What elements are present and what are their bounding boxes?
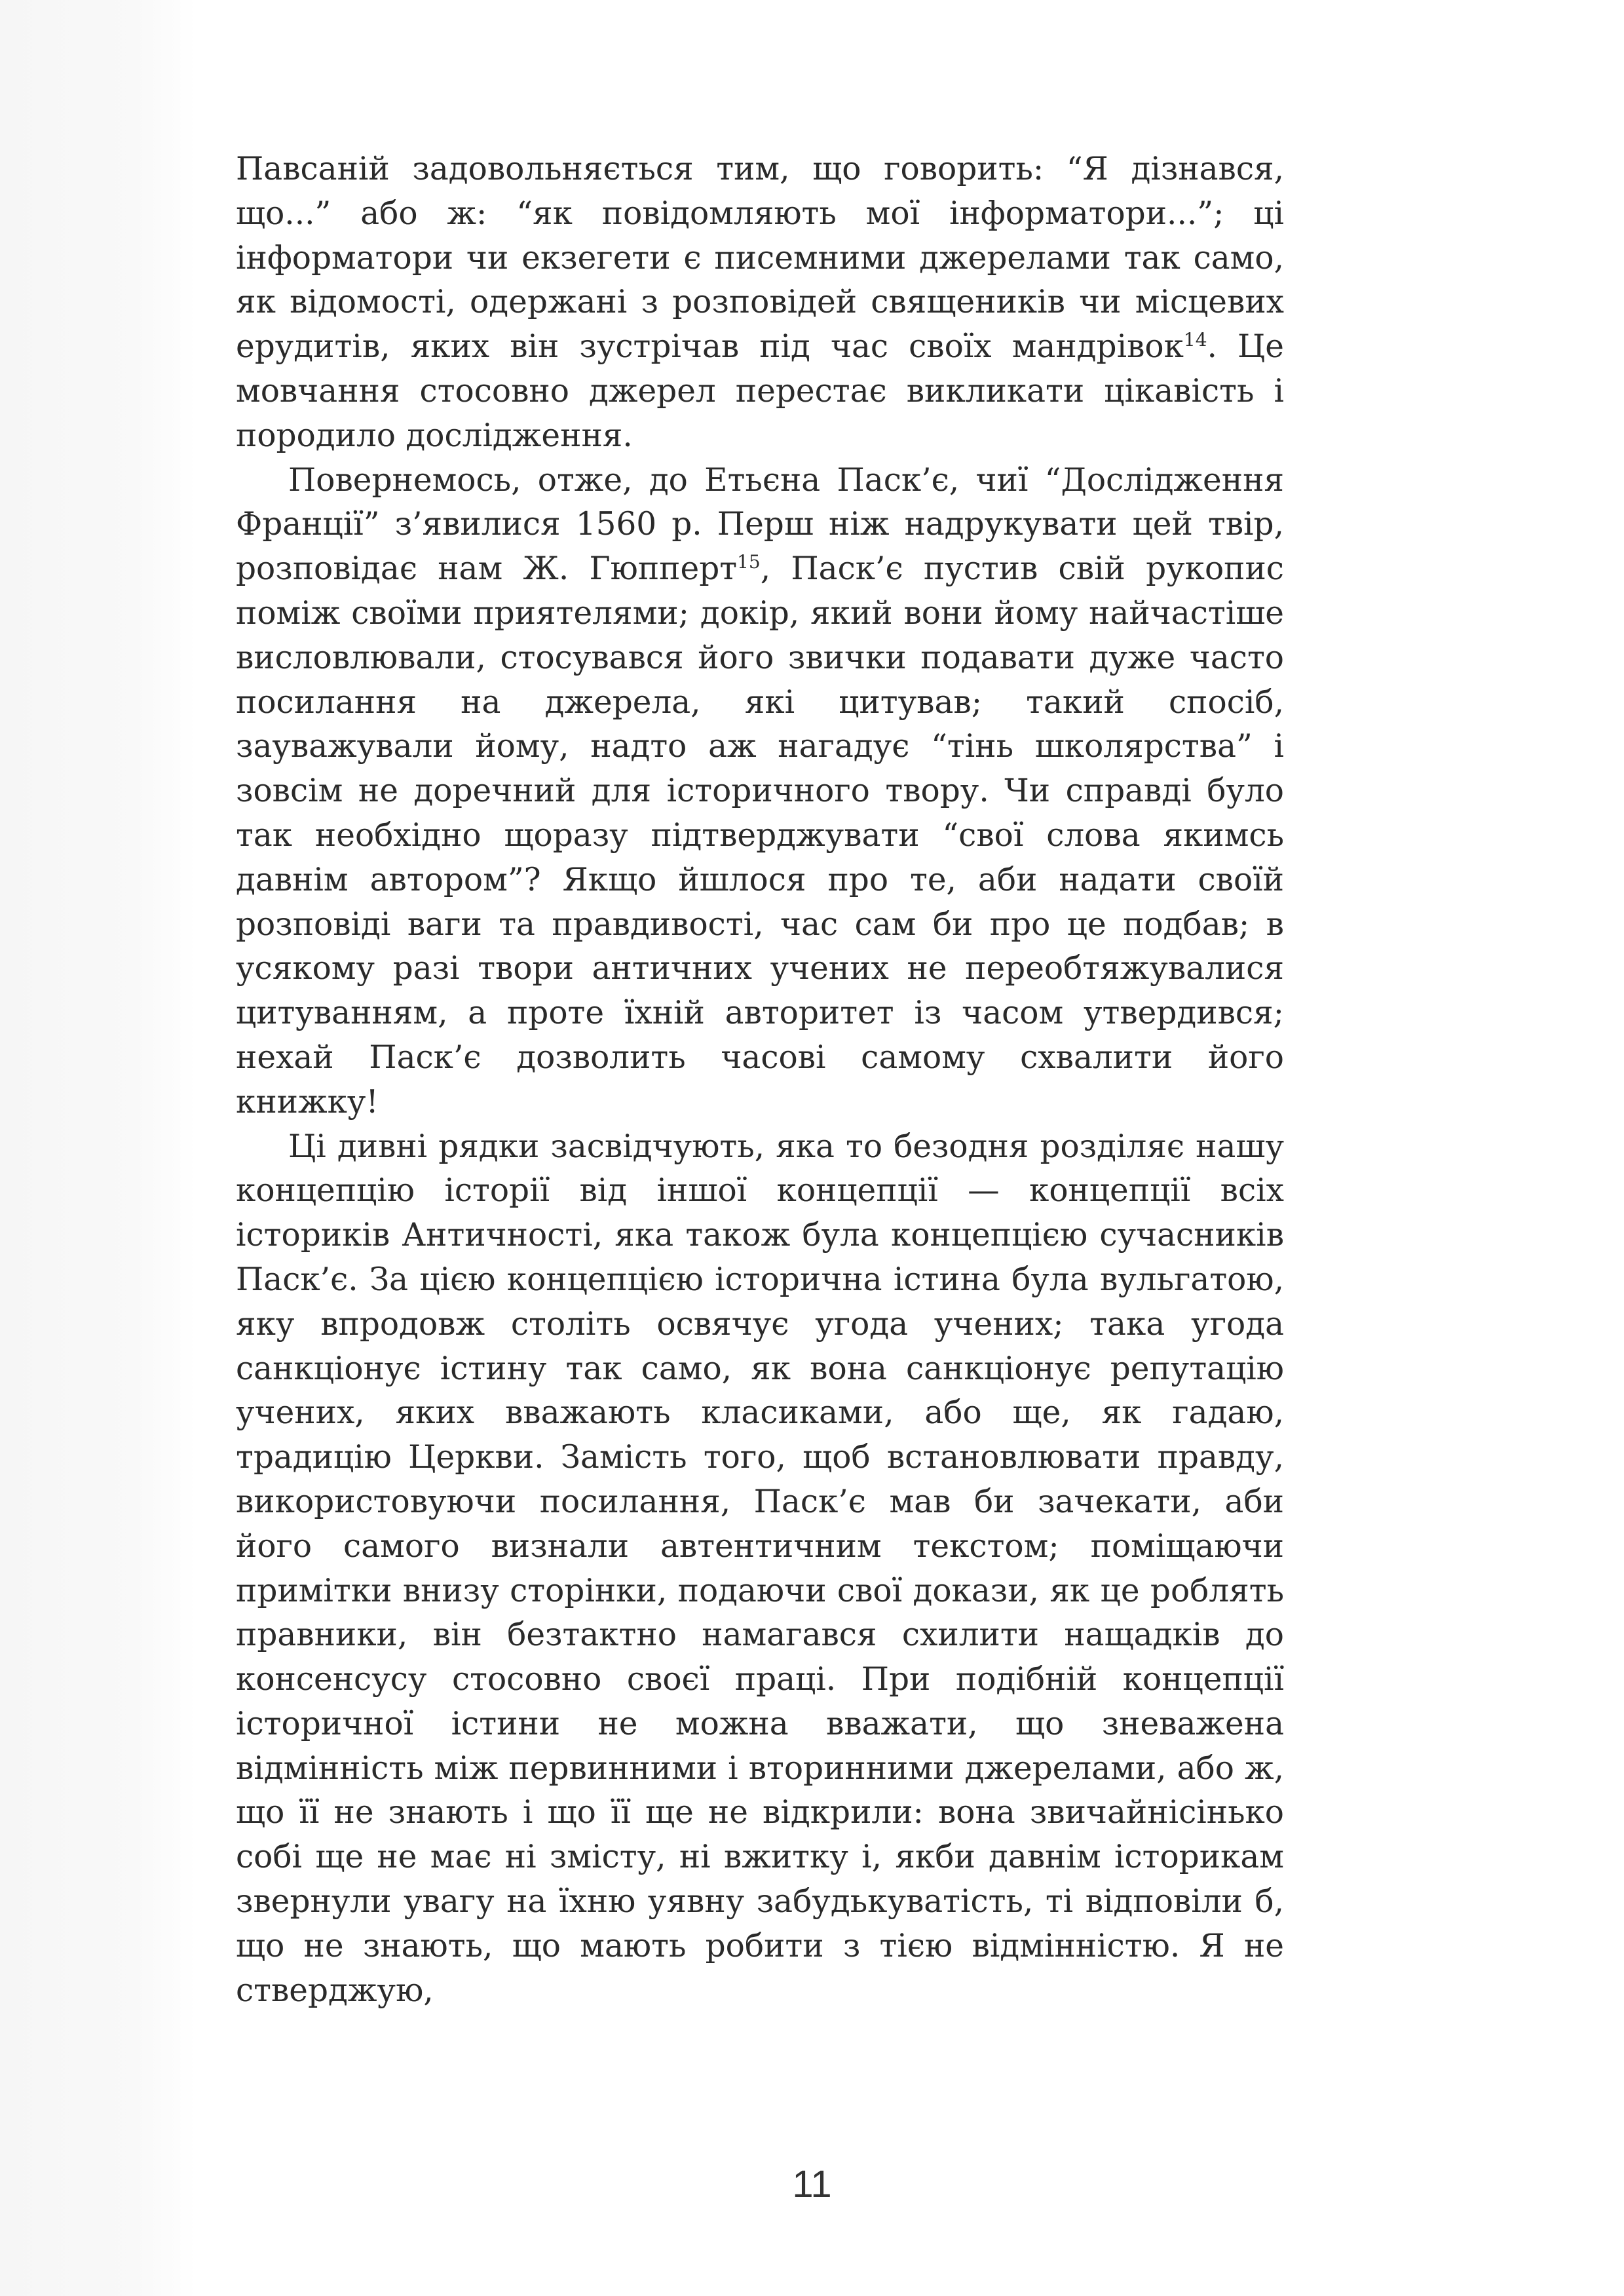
paragraph-1-text-cont: . Це мовчання стосовно джерел перестає викликати цікавість і породило дослідження. — [236, 328, 1284, 454]
footnote-ref-15: 15 — [737, 551, 761, 573]
paragraph-2 — [236, 459, 1284, 1125]
paragraph-3-text: Ці дивні рядки засвідчують, яка то безодня розділяє нашу концепцію історії від іншої концепції — концепції всіх істориків Античності, яка також була концепцією сучасників Паск’є. За цією концепцією історична істина була вульгатою, яку впродовж століть освячує угода учених; така угода санкціонує істину так само, як вона санкціонує репутацію учених, яких вважають класиками, або ще, як гадаю, традицію Церкви. Замість того, щоб встановлювати правду, використовуючи посилання, Паск’є мав би зачекати, аби його самого визнали автентичним текстом; поміщаючи примітки внизу сторінки, подаючи свої докази, як це роблять правники, він безтактно намагався схилити нащадків до консенсусу стосовно своєї праці. При подібній концепції історичної істини не можна вважати, що зневажена відмінність між первинними і вторинними джерелами, або ж, що її не знають і що її ще не відкрили: вона звичайнісінько собі ще не має ні змісту, ні вжитку і, якби давнім історикам звернули увагу на їхню уявну забудькуватість, ті відповіли б, що не знають, що мають робити з тією відмінністю. Я не стверджую, — [236, 1128, 1284, 2009]
footnote-ref-14: 14 — [1183, 329, 1207, 351]
paragraph-3 — [236, 1125, 1284, 2014]
scan-left-margin — [0, 0, 197, 2296]
paragraph-2-text-cont: , Паск’є пустив свій рукопис поміж своїми приятелями; докір, який вони йому найчастіше висловлювали, стосувався його звички подавати дуже часто посилання на джерела, які цитував; такий спосіб, зауважували йому, надто аж нагадує “тінь школярства” і зовсім не доречний для історичного твору. Чи справді було так необхідно щоразу підтверджувати “свої слова якимсь давнім автором”? Якщо йшлося про те, аби надати своїй розповіді ваги та правдивості, час сам би про це подбав; в усякому разі твори античних учених не переобтяжувалися цитуванням, а проте їхній авторитет із часом утвердився; нехай Паск’є дозволить часові самому схвалити його книжку! — [236, 550, 1284, 1120]
page-body — [236, 147, 1284, 2013]
page-number: 11 — [792, 2163, 832, 2206]
paragraph-1 — [236, 147, 1284, 459]
paragraph-1-text: Павсаній задовольняється тим, що говорить: “Я дізнався, що...” або ж: “як повідомляють мої інформатори...”; ці інформатори чи екзегети є писемними джерелами так само, як відомості, одержані з розповідей священиків чи місцевих ерудитів, яких він зустрічав під час своїх мандрівок — [236, 151, 1284, 366]
paragraph-2-text: Повернемось, отже, до Етьєна Паск’є, чиї “Дослідження Франції” з’явилися 1560 р. Перш ніж надрукувати цей твір, розповідає нам Ж. Гюпперт — [236, 461, 1284, 588]
